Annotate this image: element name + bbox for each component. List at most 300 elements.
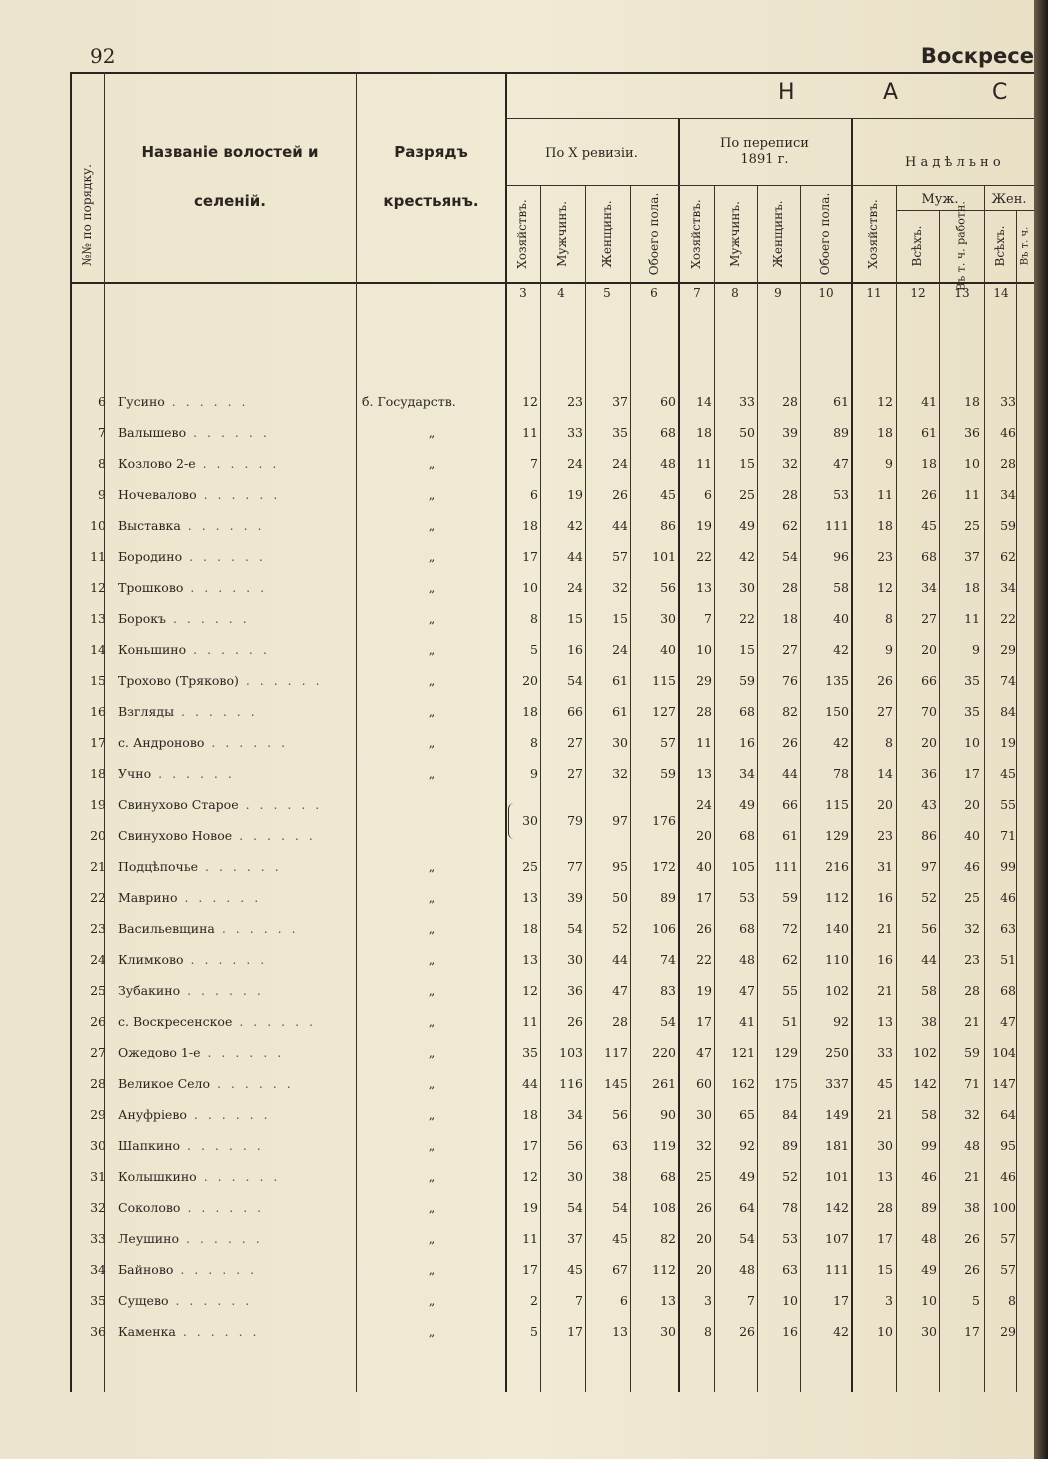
value-cell: 56 bbox=[612, 1107, 628, 1122]
value-cell: 63 bbox=[782, 1262, 798, 1277]
column-number: 9 bbox=[774, 286, 782, 300]
row-index: 21 bbox=[90, 859, 106, 874]
class-cell bbox=[362, 1076, 502, 1091]
peasant-class: „ bbox=[428, 1138, 436, 1153]
leader-dots: . . . . . . bbox=[168, 1293, 253, 1308]
value-cell: 61 bbox=[833, 394, 849, 409]
value-cell: 28 bbox=[612, 1014, 628, 1029]
village-name: Бородино bbox=[118, 549, 183, 564]
value-cell: 142 bbox=[913, 1076, 937, 1091]
value-cell: 112 bbox=[825, 890, 849, 905]
value-cell: 21 bbox=[877, 983, 893, 998]
table-row bbox=[0, 518, 1048, 549]
value-cell: 74 bbox=[1000, 673, 1016, 688]
peasant-class: „ bbox=[428, 983, 436, 998]
class-cell bbox=[362, 952, 502, 967]
value-cell: 47 bbox=[612, 983, 628, 998]
column-number: 5 bbox=[603, 286, 611, 300]
value-cell: 33 bbox=[1000, 394, 1016, 409]
value-cell: 97 bbox=[921, 859, 937, 874]
name-cell bbox=[118, 642, 354, 657]
merged-value-cell: 79 bbox=[567, 813, 583, 828]
header-letter-3: С bbox=[992, 80, 1008, 105]
value-cell: 110 bbox=[825, 952, 849, 967]
leader-dots: . . . . . . bbox=[180, 983, 264, 998]
row-index: 9 bbox=[98, 487, 106, 502]
value-cell: 102 bbox=[825, 983, 849, 998]
value-cell: 21 bbox=[877, 1107, 893, 1122]
value-cell: 36 bbox=[921, 766, 937, 781]
value-cell: 64 bbox=[1000, 1107, 1016, 1122]
value-cell: 18 bbox=[921, 456, 937, 471]
table-row bbox=[0, 890, 1048, 921]
value-cell: 59 bbox=[739, 673, 755, 688]
value-cell: 25 bbox=[696, 1169, 712, 1184]
value-cell: 66 bbox=[782, 797, 798, 812]
leader-dots: . . . . . . bbox=[180, 1138, 264, 1153]
value-cell: 6 bbox=[704, 487, 712, 502]
value-cell: 19 bbox=[1000, 735, 1016, 750]
value-cell: 41 bbox=[921, 394, 937, 409]
value-cell: 22 bbox=[696, 952, 712, 967]
value-cell: 10 bbox=[782, 1293, 798, 1308]
value-cell: 15 bbox=[567, 611, 583, 626]
value-cell: 44 bbox=[612, 518, 628, 533]
value-cell: 40 bbox=[833, 611, 849, 626]
value-cell: 26 bbox=[567, 1014, 583, 1029]
row-index: 16 bbox=[90, 704, 106, 719]
value-cell: 54 bbox=[612, 1200, 628, 1215]
class-cell bbox=[362, 735, 502, 750]
group-revision: По X ревизіи. bbox=[545, 146, 638, 161]
header-name-line1: Названіе волостей и bbox=[141, 143, 319, 161]
peasant-class: „ bbox=[428, 611, 436, 626]
value-cell: 111 bbox=[825, 1262, 849, 1277]
value-cell: 59 bbox=[964, 1045, 980, 1060]
value-cell: 95 bbox=[1000, 1138, 1016, 1153]
column-number: 8 bbox=[731, 286, 739, 300]
value-cell: 45 bbox=[612, 1231, 628, 1246]
value-cell: 38 bbox=[612, 1169, 628, 1184]
value-cell: 12 bbox=[522, 983, 538, 998]
name-cell bbox=[118, 456, 354, 471]
village-name: Козлово 2-е bbox=[118, 456, 196, 471]
header-bottom-rule bbox=[70, 282, 1034, 284]
class-cell bbox=[362, 487, 502, 502]
rule-group-top bbox=[505, 118, 1034, 119]
class-cell bbox=[362, 456, 502, 471]
value-cell: 89 bbox=[660, 890, 676, 905]
value-cell: 67 bbox=[612, 1262, 628, 1277]
leader-dots: . . . . . . bbox=[198, 859, 282, 874]
value-cell: 20 bbox=[877, 797, 893, 812]
class-cell bbox=[362, 1262, 502, 1277]
value-cell: 149 bbox=[825, 1107, 849, 1122]
cen-col-women: Женщинъ. bbox=[771, 200, 785, 268]
row-index: 20 bbox=[90, 828, 106, 843]
value-cell: 58 bbox=[921, 1107, 937, 1122]
value-cell: 21 bbox=[877, 921, 893, 936]
value-cell: 71 bbox=[964, 1076, 980, 1091]
value-cell: 40 bbox=[660, 642, 676, 657]
value-cell: 8 bbox=[704, 1324, 712, 1339]
value-cell: 7 bbox=[704, 611, 712, 626]
leader-dots: . . . . . . bbox=[196, 1169, 281, 1184]
row-index: 33 bbox=[90, 1231, 106, 1246]
leader-dots: . . . . . . bbox=[214, 921, 299, 936]
value-cell: 92 bbox=[833, 1014, 849, 1029]
column-number: 3 bbox=[519, 286, 527, 300]
value-cell: 37 bbox=[964, 549, 980, 564]
class-cell bbox=[362, 1045, 502, 1060]
value-cell: 27 bbox=[567, 766, 583, 781]
group-allotment: Н а д ѣ л ь н о bbox=[905, 155, 1001, 170]
value-cell: 32 bbox=[964, 1107, 980, 1122]
table-row bbox=[0, 487, 1048, 518]
value-cell: 15 bbox=[739, 456, 755, 471]
peasant-class: „ bbox=[428, 921, 436, 936]
value-cell: 117 bbox=[604, 1045, 628, 1060]
row-index: 30 bbox=[90, 1138, 106, 1153]
rev-col-men: Мужчинъ. bbox=[555, 201, 569, 267]
value-cell: 19 bbox=[567, 487, 583, 502]
value-cell: 64 bbox=[739, 1200, 755, 1215]
merged-value-cell: 30 bbox=[522, 813, 538, 828]
table-row bbox=[0, 673, 1048, 704]
table-row bbox=[0, 425, 1048, 456]
value-cell: 44 bbox=[567, 549, 583, 564]
header-letter-2: А bbox=[883, 80, 899, 105]
value-cell: 37 bbox=[567, 1231, 583, 1246]
table-row bbox=[0, 952, 1048, 983]
peasant-class: „ bbox=[428, 766, 436, 781]
row-index: 11 bbox=[90, 549, 106, 564]
value-cell: 35 bbox=[964, 673, 980, 688]
peasant-class: „ bbox=[428, 890, 436, 905]
row-index: 24 bbox=[90, 952, 106, 967]
table-row bbox=[0, 642, 1048, 673]
peasant-class: „ bbox=[428, 1076, 436, 1091]
value-cell: 59 bbox=[782, 890, 798, 905]
value-cell: 16 bbox=[877, 952, 893, 967]
header-letter-1: Н bbox=[778, 80, 795, 105]
value-cell: 181 bbox=[825, 1138, 849, 1153]
value-cell: 142 bbox=[825, 1200, 849, 1215]
value-cell: 32 bbox=[964, 921, 980, 936]
value-cell: 27 bbox=[782, 642, 798, 657]
value-cell: 12 bbox=[522, 1169, 538, 1184]
table-row bbox=[0, 1107, 1048, 1138]
class-cell bbox=[362, 673, 502, 688]
row-index: 22 bbox=[90, 890, 106, 905]
peasant-class: „ bbox=[428, 1231, 436, 1246]
table-row bbox=[0, 1138, 1048, 1169]
value-cell: 13 bbox=[696, 766, 712, 781]
value-cell: 57 bbox=[660, 735, 676, 750]
name-cell bbox=[118, 735, 354, 750]
leader-dots: . . . . . . bbox=[183, 952, 268, 967]
value-cell: 34 bbox=[1000, 580, 1016, 595]
value-cell: 62 bbox=[1000, 549, 1016, 564]
class-cell bbox=[362, 704, 502, 719]
value-cell: 12 bbox=[877, 580, 893, 595]
class-cell bbox=[362, 1107, 502, 1122]
value-cell: 30 bbox=[567, 952, 583, 967]
value-cell: 18 bbox=[522, 921, 538, 936]
peasant-class: „ bbox=[428, 456, 436, 471]
name-cell bbox=[118, 487, 354, 502]
value-cell: 10 bbox=[964, 735, 980, 750]
class-cell bbox=[362, 611, 502, 626]
peasant-class: „ bbox=[428, 735, 436, 750]
value-cell: 135 bbox=[825, 673, 849, 688]
value-cell: 61 bbox=[782, 828, 798, 843]
value-cell: 71 bbox=[1000, 828, 1016, 843]
value-cell: 11 bbox=[522, 1014, 538, 1029]
value-cell: 28 bbox=[696, 704, 712, 719]
village-name: Каменка bbox=[118, 1324, 176, 1339]
leader-dots: . . . . . . bbox=[180, 518, 265, 533]
name-cell bbox=[118, 1014, 354, 1029]
peasant-class: „ bbox=[428, 1014, 436, 1029]
value-cell: 11 bbox=[964, 487, 980, 502]
peasant-class: „ bbox=[428, 859, 436, 874]
value-cell: 17 bbox=[567, 1324, 583, 1339]
village-name: Свинухово Старое bbox=[118, 797, 239, 812]
value-cell: 50 bbox=[612, 890, 628, 905]
name-cell bbox=[118, 828, 354, 843]
leader-dots: . . . . . . bbox=[174, 704, 258, 719]
value-cell: 42 bbox=[567, 518, 583, 533]
peasant-class: „ bbox=[428, 1262, 436, 1277]
value-cell: 47 bbox=[833, 456, 849, 471]
value-cell: 150 bbox=[825, 704, 849, 719]
row-index: 18 bbox=[90, 766, 106, 781]
value-cell: 28 bbox=[782, 580, 798, 595]
table-row bbox=[0, 1262, 1048, 1293]
value-cell: 5 bbox=[972, 1293, 980, 1308]
value-cell: 54 bbox=[567, 921, 583, 936]
value-cell: 162 bbox=[731, 1076, 755, 1091]
value-cell: 35 bbox=[522, 1045, 538, 1060]
value-cell: 33 bbox=[739, 394, 755, 409]
leader-dots: . . . . . . bbox=[175, 1324, 260, 1339]
class-cell bbox=[362, 642, 502, 657]
peasant-class: „ bbox=[428, 1169, 436, 1184]
value-cell: 175 bbox=[774, 1076, 798, 1091]
value-cell: 84 bbox=[1000, 704, 1016, 719]
row-index: 17 bbox=[90, 735, 106, 750]
column-number: 4 bbox=[557, 286, 565, 300]
value-cell: 96 bbox=[833, 549, 849, 564]
running-head: Воскресе bbox=[920, 44, 1034, 68]
name-cell bbox=[118, 704, 354, 719]
value-cell: 49 bbox=[921, 1262, 937, 1277]
value-cell: 8 bbox=[1008, 1293, 1016, 1308]
name-cell bbox=[118, 1293, 354, 1308]
value-cell: 48 bbox=[660, 456, 676, 471]
value-cell: 15 bbox=[877, 1262, 893, 1277]
peasant-class: „ bbox=[428, 425, 436, 440]
class-cell bbox=[362, 859, 502, 874]
village-name: Сущево bbox=[118, 1293, 169, 1308]
value-cell: 38 bbox=[921, 1014, 937, 1029]
merged-value-cell: 97 bbox=[612, 813, 628, 828]
peasant-class: „ bbox=[428, 704, 436, 719]
peasant-class: „ bbox=[428, 673, 436, 688]
value-cell: 54 bbox=[782, 549, 798, 564]
column-number: 7 bbox=[693, 286, 701, 300]
village-name: Васильевщина bbox=[118, 921, 215, 936]
class-cell bbox=[362, 1200, 502, 1215]
value-cell: 26 bbox=[964, 1262, 980, 1277]
class-cell bbox=[362, 1138, 502, 1153]
table-row bbox=[0, 1231, 1048, 1262]
value-cell: 13 bbox=[522, 952, 538, 967]
value-cell: 66 bbox=[567, 704, 583, 719]
allot-col-households: Хозяйствъ. bbox=[866, 199, 880, 269]
value-cell: 78 bbox=[782, 1200, 798, 1215]
value-cell: 140 bbox=[825, 921, 849, 936]
value-cell: 49 bbox=[739, 1169, 755, 1184]
value-cell: 3 bbox=[885, 1293, 893, 1308]
class-cell bbox=[362, 425, 502, 440]
value-cell: 66 bbox=[921, 673, 937, 688]
row-index: 25 bbox=[90, 983, 106, 998]
value-cell: 48 bbox=[739, 1262, 755, 1277]
village-name: Коньшино bbox=[118, 642, 187, 657]
table-row bbox=[0, 859, 1048, 890]
village-name: Шапкино bbox=[118, 1138, 181, 1153]
value-cell: 16 bbox=[739, 735, 755, 750]
table-row bbox=[0, 1014, 1048, 1045]
value-cell: 24 bbox=[567, 580, 583, 595]
value-cell: 10 bbox=[964, 456, 980, 471]
value-cell: 13 bbox=[877, 1014, 893, 1029]
value-cell: 10 bbox=[877, 1324, 893, 1339]
leader-dots: . . . . . . bbox=[204, 735, 289, 750]
value-cell: 20 bbox=[964, 797, 980, 812]
value-cell: 22 bbox=[1000, 611, 1016, 626]
table-row bbox=[0, 921, 1048, 952]
value-cell: 129 bbox=[825, 828, 849, 843]
name-cell bbox=[118, 580, 354, 595]
name-cell bbox=[118, 1262, 354, 1277]
value-cell: 7 bbox=[575, 1293, 583, 1308]
name-cell bbox=[118, 921, 354, 936]
value-cell: 57 bbox=[612, 549, 628, 564]
row-index: 14 bbox=[90, 642, 106, 657]
value-cell: 46 bbox=[1000, 425, 1016, 440]
village-name: Соколово bbox=[118, 1200, 181, 1215]
value-cell: 53 bbox=[739, 890, 755, 905]
row-index: 31 bbox=[90, 1169, 106, 1184]
leader-dots: . . . . . . bbox=[238, 673, 323, 688]
value-cell: 54 bbox=[567, 1200, 583, 1215]
value-cell: 57 bbox=[1000, 1231, 1016, 1246]
name-cell bbox=[118, 394, 354, 409]
village-name: Взгляды bbox=[118, 704, 175, 719]
value-cell: 26 bbox=[612, 487, 628, 502]
value-cell: 46 bbox=[921, 1169, 937, 1184]
value-cell: 100 bbox=[992, 1200, 1016, 1215]
value-cell: 23 bbox=[877, 549, 893, 564]
value-cell: 17 bbox=[696, 1014, 712, 1029]
class-cell bbox=[362, 983, 502, 998]
peasant-class: „ bbox=[428, 1107, 436, 1122]
value-cell: 56 bbox=[567, 1138, 583, 1153]
value-cell: 26 bbox=[696, 921, 712, 936]
name-cell bbox=[118, 1231, 354, 1246]
value-cell: 119 bbox=[652, 1138, 676, 1153]
value-cell: 42 bbox=[833, 642, 849, 657]
value-cell: 8 bbox=[885, 735, 893, 750]
village-name: Свинухово Новое bbox=[118, 828, 233, 843]
village-name: с. Андроново bbox=[118, 735, 205, 750]
rule-group-bottom bbox=[505, 185, 1034, 186]
value-cell: 6 bbox=[530, 487, 538, 502]
value-cell: 92 bbox=[739, 1138, 755, 1153]
village-name: с. Воскресенское bbox=[118, 1014, 233, 1029]
value-cell: 43 bbox=[921, 797, 937, 812]
value-cell: 18 bbox=[877, 518, 893, 533]
leader-dots: . . . . . . bbox=[195, 456, 280, 471]
value-cell: 57 bbox=[1000, 1262, 1016, 1277]
value-cell: 23 bbox=[964, 952, 980, 967]
value-cell: 20 bbox=[921, 735, 937, 750]
value-cell: 65 bbox=[739, 1107, 755, 1122]
name-cell bbox=[118, 1138, 354, 1153]
group-census-line2: 1891 г. bbox=[740, 152, 789, 167]
value-cell: 108 bbox=[652, 1200, 676, 1215]
value-cell: 27 bbox=[567, 735, 583, 750]
value-cell: 11 bbox=[696, 456, 712, 471]
value-cell: 54 bbox=[660, 1014, 676, 1029]
value-cell: 48 bbox=[921, 1231, 937, 1246]
value-cell: 23 bbox=[567, 394, 583, 409]
value-cell: 22 bbox=[696, 549, 712, 564]
village-name: Ночевалово bbox=[118, 487, 197, 502]
peasant-class: „ bbox=[428, 642, 436, 657]
class-cell bbox=[362, 1324, 502, 1339]
value-cell: 44 bbox=[522, 1076, 538, 1091]
peasant-class: б. Государств. bbox=[362, 394, 456, 409]
value-cell: 40 bbox=[696, 859, 712, 874]
value-cell: 20 bbox=[696, 1262, 712, 1277]
value-cell: 54 bbox=[739, 1231, 755, 1246]
value-cell: 18 bbox=[964, 394, 980, 409]
village-name: Байново bbox=[118, 1262, 174, 1277]
value-cell: 105 bbox=[731, 859, 755, 874]
village-name: Учно bbox=[118, 766, 152, 781]
cen-col-both: Обоего пола. bbox=[818, 192, 832, 276]
value-cell: 63 bbox=[612, 1138, 628, 1153]
value-cell: 54 bbox=[567, 673, 583, 688]
header-name-line2: селеній. bbox=[194, 192, 266, 210]
value-cell: 20 bbox=[522, 673, 538, 688]
name-cell bbox=[118, 1107, 354, 1122]
value-cell: 28 bbox=[782, 487, 798, 502]
value-cell: 45 bbox=[660, 487, 676, 502]
value-cell: 32 bbox=[612, 580, 628, 595]
value-cell: 45 bbox=[921, 518, 937, 533]
value-cell: 30 bbox=[567, 1169, 583, 1184]
peasant-class: „ bbox=[428, 1293, 436, 1308]
village-name: Гусино bbox=[118, 394, 165, 409]
value-cell: 24 bbox=[567, 456, 583, 471]
value-cell: 34 bbox=[567, 1107, 583, 1122]
value-cell: 47 bbox=[739, 983, 755, 998]
